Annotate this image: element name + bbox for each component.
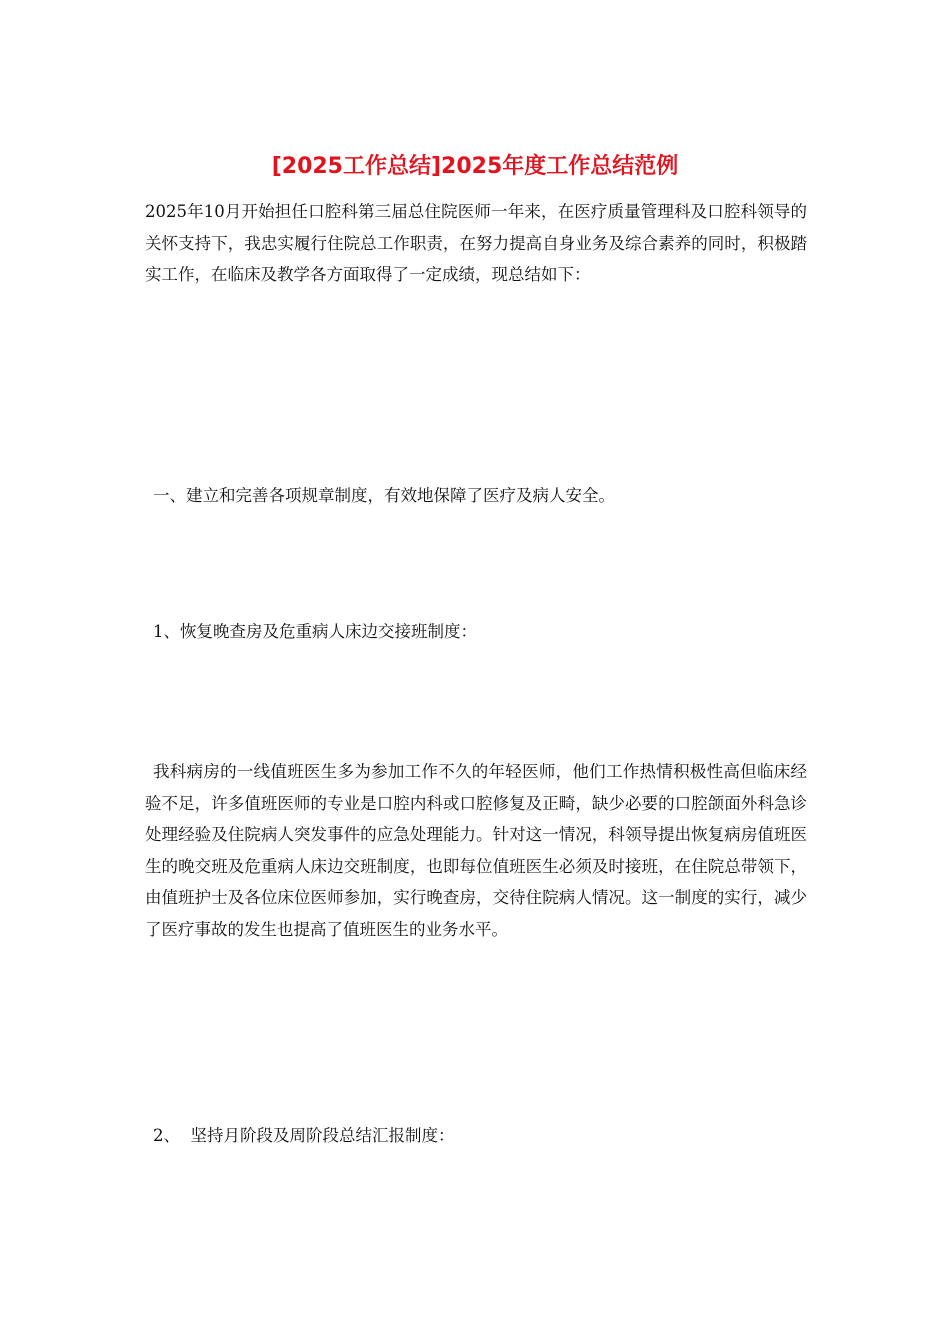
subsection-heading-2: 2、 坚持月阶段及周阶段总结汇报制度： xyxy=(153,1126,455,1145)
section-heading-1: 一、建立和完善各项规章制度，有效地保障了医疗及病人安全。 xyxy=(153,486,615,505)
body-paragraph: 我科病房的一线值班医生多为参加工作不久的年轻医师，他们工作热情积极性高但临床经验不足，许多值班医师的专业是口腔内科或口腔修复及正畸，缺少必要的口腔颌面外科急诊处理经验及住院病人突发事件的应急处理能力。针对这一情况，科领导提出恢复病房值班医生的晚交班及危重病人床边交班制度，也即每位值班医生必须及时接班，在住院总带领下，由值班护士及各位床位医师参加，实行晚查房，交待住院病人情况。这一制度的实行，减少了医疗事故的发生也提高了值班医生的业务水平。 xyxy=(145,762,807,939)
intro-paragraph: 2025年10月开始担任口腔科第三届总住院医师一年来，在医疗质量管理科及口腔科领导的关怀支持下，我忠实履行住院总工作职责，在努力提高自身业务及综合素养的同时，积极踏实工作，在临床及教学各方面取得了一定成绩，现总结如下： xyxy=(145,202,807,284)
document-title: [2025工作总结]2025年度工作总结范例 xyxy=(271,154,679,179)
subsection-heading-1: 1、恢复晚查房及危重病人床边交接班制度： xyxy=(153,622,477,641)
